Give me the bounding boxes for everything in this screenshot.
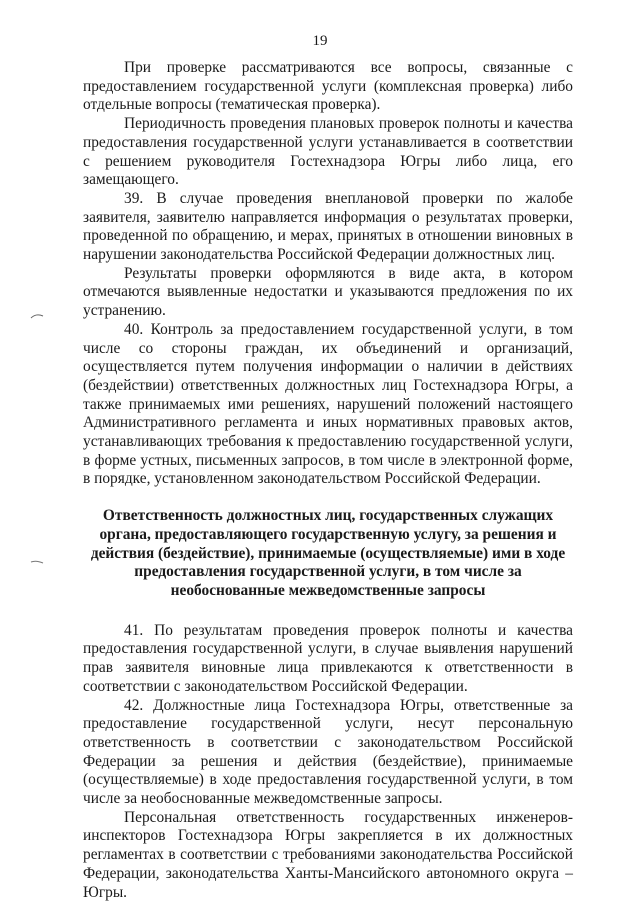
paragraph: Результаты проверки оформляются в виде акта, в котором отмечаются выявленные недостатки и указываются предложения по их устранению. [83, 264, 573, 320]
paragraph: Персональная ответственность государственных инженеров-инспекторов Гостехнадзора Югры закрепляется в их должностных регламентах в соответствии с требованиями законодательства Российской Федерации, законодательства Ханты-Мансийского автономного округа – Югры. [83, 808, 573, 901]
paragraph: 42. Должностные лица Гостехнадзора Югры, ответственные за предоставление государственной услуги, несут персональную ответственность в соответствии с законодательством Российской Федерации за решения и действия (бездействие), принимаемые (осуществляемые) в ходе предоставления государственной услуги, в том числе за необоснованные межведомственные запросы. [83, 696, 573, 808]
paragraph: 41. По результатам проведения проверок полноты и качества предоставления государственной услуги, в случае выявления нарушений прав заявителя виновные лица привлекаются к ответственности в соответствии с законодательством Российской Федерации. [83, 621, 573, 695]
document-body [83, 59, 573, 902]
paragraph: Периодичность проведения плановых проверок полноты и качества предоставления государственной услуги устанавливается в соответствии с решением руководителя Гостехнадзора Югры либо лица, его замещающего. [83, 115, 573, 189]
page-number: 19 [312, 33, 328, 49]
scan-mark [30, 312, 44, 320]
paragraph: 40. Контроль за предоставлением государственной услуги, в том числе со стороны граждан, их объединений и организаций, осуществляется путем получения информации о наличии в действиях (бездействии) ответственных должностных лиц Гостехнадзора Югры, а также принимаемых ими решениях, нарушений положений настоящего Административного регламента и иных нормативных правовых актов, устанавливающих требования к предоставлению государственной услуги, в форме устных, письменных запросов, в том числе в электронной форме, в порядке, установленном законодательством Российской Федерации. [83, 320, 573, 488]
paragraph: При проверке рассматриваются все вопросы, связанные с предоставлением государственной услуги (комплексная проверка) либо отдельные вопросы (тематическая проверка). [83, 59, 573, 114]
section-heading: Ответственность должностных лиц, государственных служащих органа, предоставляющего государственную услугу, за решения и действия (бездействие), принимаемые (осуществляемые) ими в ходе предоставления государственной услуги, в том числе за необоснованные межведомственные запросы [90, 507, 566, 599]
paragraph: 39. В случае проведения внеплановой проверки по жалобе заявителя, заявителю направляется информация о результатах проверки, проведенной по обращению, и мерах, принятых в отношении виновных в нарушении законодательства Российской Федерации должностных лиц. [83, 189, 573, 264]
scan-mark [30, 558, 44, 566]
